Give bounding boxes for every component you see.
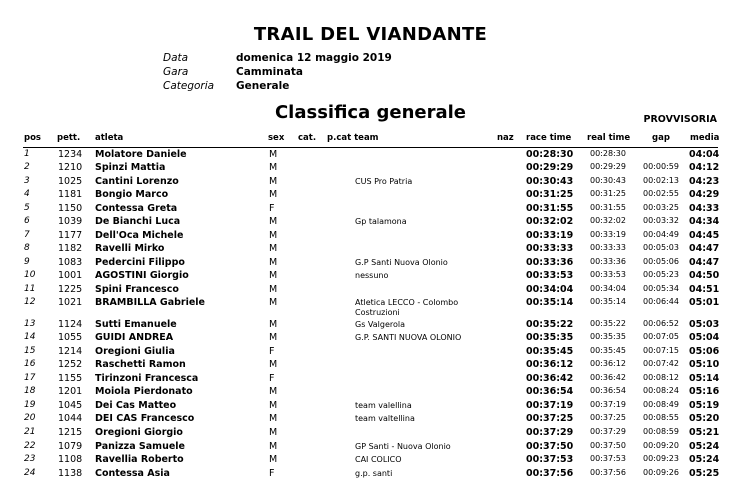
header-divider bbox=[23, 147, 718, 148]
cell-media: 04:12 bbox=[689, 162, 720, 173]
cell-team: Gp talamona bbox=[355, 217, 407, 226]
cell-race: 00:33:19 bbox=[526, 230, 574, 241]
meta-race-value: Camminata bbox=[236, 66, 303, 78]
cell-media: 04:23 bbox=[689, 176, 720, 187]
cell-race: 00:35:22 bbox=[526, 319, 574, 330]
cell-race: 00:37:29 bbox=[526, 427, 574, 438]
cell-sex: M bbox=[269, 230, 278, 241]
cell-media: 05:16 bbox=[689, 386, 720, 397]
header-race-time: race time bbox=[526, 133, 572, 143]
cell-media: 05:24 bbox=[689, 441, 720, 452]
cell-atleta: Dell'Oca Michele bbox=[95, 230, 184, 241]
header-pos: pos bbox=[24, 133, 41, 143]
table-row bbox=[0, 454, 741, 467]
table-row bbox=[0, 413, 741, 426]
cell-atleta: DEI CAS Francesco bbox=[95, 413, 195, 424]
cell-race: 00:31:25 bbox=[526, 189, 574, 200]
cell-gap: 00:06:44 bbox=[643, 297, 679, 306]
cell-team: GP Santi - Nuova Olonio bbox=[355, 442, 451, 451]
cell-pos: 10 bbox=[24, 270, 36, 280]
cell-sex: M bbox=[269, 297, 278, 308]
meta-race-label: Gara bbox=[163, 66, 189, 78]
cell-sex: F bbox=[269, 373, 275, 384]
table-row bbox=[0, 162, 741, 175]
table-row bbox=[0, 284, 741, 297]
cell-sex: M bbox=[269, 427, 278, 438]
cell-pos: 12 bbox=[24, 297, 36, 307]
cell-gap: 00:04:49 bbox=[643, 230, 679, 239]
cell-sex: M bbox=[269, 454, 278, 465]
cell-sex: M bbox=[269, 400, 278, 411]
cell-pos: 23 bbox=[24, 454, 36, 464]
cell-real: 00:28:30 bbox=[590, 149, 626, 158]
cell-atleta: Contessa Asia bbox=[95, 468, 170, 479]
table-row bbox=[0, 230, 741, 243]
cell-sex: F bbox=[269, 468, 275, 479]
cell-atleta: Oregioni Giorgio bbox=[95, 427, 183, 438]
cell-media: 04:51 bbox=[689, 284, 720, 295]
cell-media: 04:47 bbox=[689, 243, 720, 254]
cell-atleta: Spini Francesco bbox=[95, 284, 179, 295]
header-naz: naz bbox=[497, 133, 514, 143]
cell-sex: M bbox=[269, 441, 278, 452]
cell-race: 00:37:25 bbox=[526, 413, 574, 424]
cell-race: 00:35:35 bbox=[526, 332, 574, 343]
cell-pett: 1025 bbox=[58, 176, 83, 187]
cell-team: team valtellina bbox=[355, 414, 415, 423]
cell-real: 00:32:02 bbox=[590, 216, 626, 225]
cell-gap: 00:08:59 bbox=[643, 427, 679, 436]
cell-media: 05:04 bbox=[689, 332, 720, 343]
cell-pos: 8 bbox=[24, 243, 30, 253]
meta-category-label: Categoria bbox=[163, 80, 215, 92]
event-title: TRAIL DEL VIANDANTE bbox=[253, 24, 488, 45]
cell-pett: 1182 bbox=[58, 243, 83, 254]
cell-race: 00:30:43 bbox=[526, 176, 574, 187]
cell-pett: 1055 bbox=[58, 332, 83, 343]
header-gap: gap bbox=[652, 133, 670, 143]
cell-pos: 9 bbox=[24, 257, 30, 267]
cell-team: Gs Valgerola bbox=[355, 320, 406, 329]
cell-atleta: BRAMBILLA Gabriele bbox=[95, 297, 205, 308]
cell-pos: 20 bbox=[24, 413, 36, 423]
cell-team: G.P. SANTI NUOVA OLONIO bbox=[355, 333, 462, 342]
cell-gap: 00:08:12 bbox=[643, 373, 679, 382]
table-row bbox=[0, 319, 741, 332]
cell-media: 05:10 bbox=[689, 359, 720, 370]
cell-pett: 1138 bbox=[58, 468, 83, 479]
table-row bbox=[0, 400, 741, 413]
cell-sex: M bbox=[269, 243, 278, 254]
cell-sex: M bbox=[269, 216, 278, 227]
cell-team: CUS Pro Patria bbox=[355, 177, 413, 186]
cell-sex: M bbox=[269, 149, 278, 160]
cell-pett: 1214 bbox=[58, 346, 83, 357]
table-row bbox=[0, 216, 741, 229]
cell-media: 05:20 bbox=[689, 413, 720, 424]
cell-sex: M bbox=[269, 284, 278, 295]
cell-media: 05:06 bbox=[689, 346, 720, 357]
table-header bbox=[0, 133, 741, 147]
cell-gap: 00:07:42 bbox=[643, 359, 679, 368]
cell-race: 00:34:04 bbox=[526, 284, 574, 295]
cell-pos: 3 bbox=[24, 176, 30, 186]
cell-pett: 1001 bbox=[58, 270, 83, 281]
cell-media: 05:19 bbox=[689, 400, 720, 411]
cell-media: 04:50 bbox=[689, 270, 720, 281]
cell-sex: M bbox=[269, 176, 278, 187]
cell-pett: 1177 bbox=[58, 230, 83, 241]
cell-sex: M bbox=[269, 359, 278, 370]
cell-pos: 22 bbox=[24, 441, 36, 451]
table-row bbox=[0, 359, 741, 372]
cell-pett: 1045 bbox=[58, 400, 83, 411]
cell-real: 00:37:50 bbox=[590, 441, 626, 450]
cell-gap: 00:06:52 bbox=[643, 319, 679, 328]
cell-real: 00:33:19 bbox=[590, 230, 626, 239]
cell-pett: 1150 bbox=[58, 203, 83, 214]
cell-media: 04:45 bbox=[689, 230, 720, 241]
cell-gap: 00:08:24 bbox=[643, 386, 679, 395]
cell-real: 00:35:35 bbox=[590, 332, 626, 341]
table-row bbox=[0, 189, 741, 202]
cell-real: 00:31:55 bbox=[590, 203, 626, 212]
cell-pett: 1021 bbox=[58, 297, 83, 308]
cell-real: 00:36:12 bbox=[590, 359, 626, 368]
cell-gap: 00:07:05 bbox=[643, 332, 679, 341]
cell-race: 00:37:56 bbox=[526, 468, 574, 479]
cell-real: 00:37:25 bbox=[590, 413, 626, 422]
cell-gap: 00:09:20 bbox=[643, 441, 679, 450]
header-atleta: atleta bbox=[95, 133, 124, 143]
cell-media: 04:29 bbox=[689, 189, 720, 200]
header-media: media bbox=[690, 133, 720, 143]
cell-atleta: Panizza Samuele bbox=[95, 441, 185, 452]
status-badge: PROVVISORIA bbox=[643, 114, 717, 125]
cell-media: 05:24 bbox=[689, 454, 720, 465]
cell-pos: 14 bbox=[24, 332, 36, 342]
meta-category-value: Generale bbox=[236, 80, 290, 92]
cell-media: 05:14 bbox=[689, 373, 720, 384]
cell-atleta: Ravelli Mirko bbox=[95, 243, 165, 254]
cell-real: 00:37:56 bbox=[590, 468, 626, 477]
cell-sex: F bbox=[269, 203, 275, 214]
cell-race: 00:37:50 bbox=[526, 441, 574, 452]
table-row bbox=[0, 386, 741, 399]
cell-pos: 21 bbox=[24, 427, 36, 437]
cell-real: 00:33:36 bbox=[590, 257, 626, 266]
cell-race: 00:36:42 bbox=[526, 373, 574, 384]
cell-team: team valellina bbox=[355, 401, 412, 410]
table-row bbox=[0, 257, 741, 270]
cell-race: 00:29:29 bbox=[526, 162, 574, 173]
cell-media: 05:25 bbox=[689, 468, 720, 479]
cell-pett: 1201 bbox=[58, 386, 83, 397]
header-sex: sex bbox=[268, 133, 285, 143]
cell-pett: 1210 bbox=[58, 162, 83, 173]
cell-race: 00:33:36 bbox=[526, 257, 574, 268]
cell-gap: 00:08:49 bbox=[643, 400, 679, 409]
table-row bbox=[0, 427, 741, 440]
cell-real: 00:35:22 bbox=[590, 319, 626, 328]
cell-atleta: Spinzi Mattia bbox=[95, 162, 166, 173]
cell-atleta: Oregioni Giulia bbox=[95, 346, 175, 357]
cell-race: 00:33:33 bbox=[526, 243, 574, 254]
cell-gap: 00:03:32 bbox=[643, 216, 679, 225]
cell-team: g.p. santi bbox=[355, 469, 393, 478]
cell-real: 00:31:25 bbox=[590, 189, 626, 198]
cell-gap: 00:09:26 bbox=[643, 468, 679, 477]
cell-team: nessuno bbox=[355, 271, 389, 280]
cell-race: 00:36:54 bbox=[526, 386, 574, 397]
cell-sex: M bbox=[269, 386, 278, 397]
cell-atleta: Raschetti Ramon bbox=[95, 359, 186, 370]
header-pett: pett. bbox=[57, 133, 81, 143]
cell-race: 00:31:55 bbox=[526, 203, 574, 214]
cell-pos: 2 bbox=[24, 162, 30, 172]
cell-sex: M bbox=[269, 189, 278, 200]
cell-gap: 00:05:34 bbox=[643, 284, 679, 293]
cell-team: G.P Santi Nuova Olonio bbox=[355, 258, 448, 267]
cell-race: 00:28:30 bbox=[526, 149, 574, 160]
cell-real: 00:33:33 bbox=[590, 243, 626, 252]
meta-date bbox=[163, 52, 392, 64]
meta-category bbox=[163, 80, 289, 92]
cell-gap: 00:03:25 bbox=[643, 203, 679, 212]
cell-pett: 1079 bbox=[58, 441, 83, 452]
cell-sex: M bbox=[269, 413, 278, 424]
cell-real: 00:33:53 bbox=[590, 270, 626, 279]
cell-race: 00:37:19 bbox=[526, 400, 574, 411]
cell-real: 00:30:43 bbox=[590, 176, 626, 185]
cell-team-line2: Costruzioni bbox=[355, 308, 400, 317]
cell-pos: 17 bbox=[24, 373, 36, 383]
table-row bbox=[0, 441, 741, 454]
cell-team: Atletica LECCO - Colombo bbox=[355, 298, 459, 307]
cell-race: 00:32:02 bbox=[526, 216, 574, 227]
table-row bbox=[0, 297, 741, 317]
cell-pos: 15 bbox=[24, 346, 36, 356]
cell-atleta: Tirinzoni Francesca bbox=[95, 373, 199, 384]
cell-gap: 00:05:03 bbox=[643, 243, 679, 252]
cell-media: 05:03 bbox=[689, 319, 720, 330]
cell-sex: M bbox=[269, 162, 278, 173]
cell-real: 00:37:53 bbox=[590, 454, 626, 463]
cell-pett: 1039 bbox=[58, 216, 83, 227]
cell-race: 00:36:12 bbox=[526, 359, 574, 370]
cell-sex: M bbox=[269, 319, 278, 330]
table-row bbox=[0, 149, 741, 162]
cell-pett: 1044 bbox=[58, 413, 83, 424]
meta-race bbox=[163, 66, 303, 78]
cell-pos: 11 bbox=[24, 284, 36, 294]
meta-date-value: domenica 12 maggio 2019 bbox=[236, 52, 392, 64]
cell-pos: 7 bbox=[24, 230, 30, 240]
cell-pett: 1181 bbox=[58, 189, 83, 200]
table-row bbox=[0, 346, 741, 359]
table-row bbox=[0, 270, 741, 283]
cell-pos: 19 bbox=[24, 400, 36, 410]
cell-media: 04:34 bbox=[689, 216, 720, 227]
cell-pos: 6 bbox=[24, 216, 30, 226]
cell-real: 00:29:29 bbox=[590, 162, 626, 171]
meta-date-label: Data bbox=[163, 52, 189, 64]
cell-pett: 1108 bbox=[58, 454, 83, 465]
cell-media: 04:33 bbox=[689, 203, 720, 214]
cell-pett: 1234 bbox=[58, 149, 83, 160]
cell-atleta: De Bianchi Luca bbox=[95, 216, 181, 227]
cell-sex: M bbox=[269, 270, 278, 281]
cell-pos: 16 bbox=[24, 359, 36, 369]
cell-atleta: Molatore Daniele bbox=[95, 149, 187, 160]
cell-pett: 1225 bbox=[58, 284, 83, 295]
cell-atleta: Contessa Greta bbox=[95, 203, 178, 214]
cell-atleta: Ravellia Roberto bbox=[95, 454, 184, 465]
header-real-time: real time bbox=[587, 133, 631, 143]
cell-sex: M bbox=[269, 332, 278, 343]
cell-sex: F bbox=[269, 346, 275, 357]
cell-pos: 18 bbox=[24, 386, 36, 396]
cell-real: 00:37:29 bbox=[590, 427, 626, 436]
cell-team: CAI COLICO bbox=[355, 455, 402, 464]
cell-media: 04:47 bbox=[689, 257, 720, 268]
table-row bbox=[0, 468, 741, 481]
cell-atleta: Sutti Emanuele bbox=[95, 319, 177, 330]
cell-media: 04:04 bbox=[689, 149, 720, 160]
table-row bbox=[0, 373, 741, 386]
cell-real: 00:34:04 bbox=[590, 284, 626, 293]
cell-race: 00:35:14 bbox=[526, 297, 574, 308]
cell-media: 05:21 bbox=[689, 427, 720, 438]
cell-pos: 5 bbox=[24, 203, 30, 213]
ranking-title: Classifica generale bbox=[274, 102, 467, 123]
cell-real: 00:36:42 bbox=[590, 373, 626, 382]
cell-gap: 00:02:55 bbox=[643, 189, 679, 198]
cell-pos: 1 bbox=[24, 149, 30, 159]
header-pcat-team: p.cat team bbox=[327, 133, 379, 143]
cell-race: 00:35:45 bbox=[526, 346, 574, 357]
cell-atleta: AGOSTINI Giorgio bbox=[95, 270, 189, 281]
cell-gap: 00:09:23 bbox=[643, 454, 679, 463]
cell-real: 00:35:45 bbox=[590, 346, 626, 355]
cell-pett: 1155 bbox=[58, 373, 83, 384]
cell-atleta: Moiola Pierdonato bbox=[95, 386, 193, 397]
table-row bbox=[0, 203, 741, 216]
header-cat: cat. bbox=[298, 133, 317, 143]
cell-pett: 1215 bbox=[58, 427, 83, 438]
cell-pos: 4 bbox=[24, 189, 30, 199]
cell-media: 05:01 bbox=[689, 297, 720, 308]
cell-real: 00:36:54 bbox=[590, 386, 626, 395]
cell-gap: 00:05:06 bbox=[643, 257, 679, 266]
cell-sex: M bbox=[269, 257, 278, 268]
cell-pos: 13 bbox=[24, 319, 36, 329]
cell-gap: 00:02:13 bbox=[643, 176, 679, 185]
cell-atleta: Pedercini Filippo bbox=[95, 257, 185, 268]
cell-real: 00:35:14 bbox=[590, 297, 626, 306]
cell-race: 00:37:53 bbox=[526, 454, 574, 465]
cell-pett: 1083 bbox=[58, 257, 83, 268]
table-row bbox=[0, 176, 741, 189]
cell-race: 00:33:53 bbox=[526, 270, 574, 281]
cell-real: 00:37:19 bbox=[590, 400, 626, 409]
cell-atleta: Cantini Lorenzo bbox=[95, 176, 179, 187]
table-row bbox=[0, 243, 741, 256]
cell-gap: 00:05:23 bbox=[643, 270, 679, 279]
cell-atleta: GUIDI ANDREA bbox=[95, 332, 174, 343]
cell-gap: 00:08:55 bbox=[643, 413, 679, 422]
cell-pos: 24 bbox=[24, 468, 36, 478]
cell-gap: 00:00:59 bbox=[643, 162, 679, 171]
cell-atleta: Dei Cas Matteo bbox=[95, 400, 177, 411]
cell-atleta: Bongio Marco bbox=[95, 189, 169, 200]
table-row bbox=[0, 332, 741, 345]
cell-pett: 1124 bbox=[58, 319, 83, 330]
cell-gap: 00:07:15 bbox=[643, 346, 679, 355]
cell-pett: 1252 bbox=[58, 359, 83, 370]
